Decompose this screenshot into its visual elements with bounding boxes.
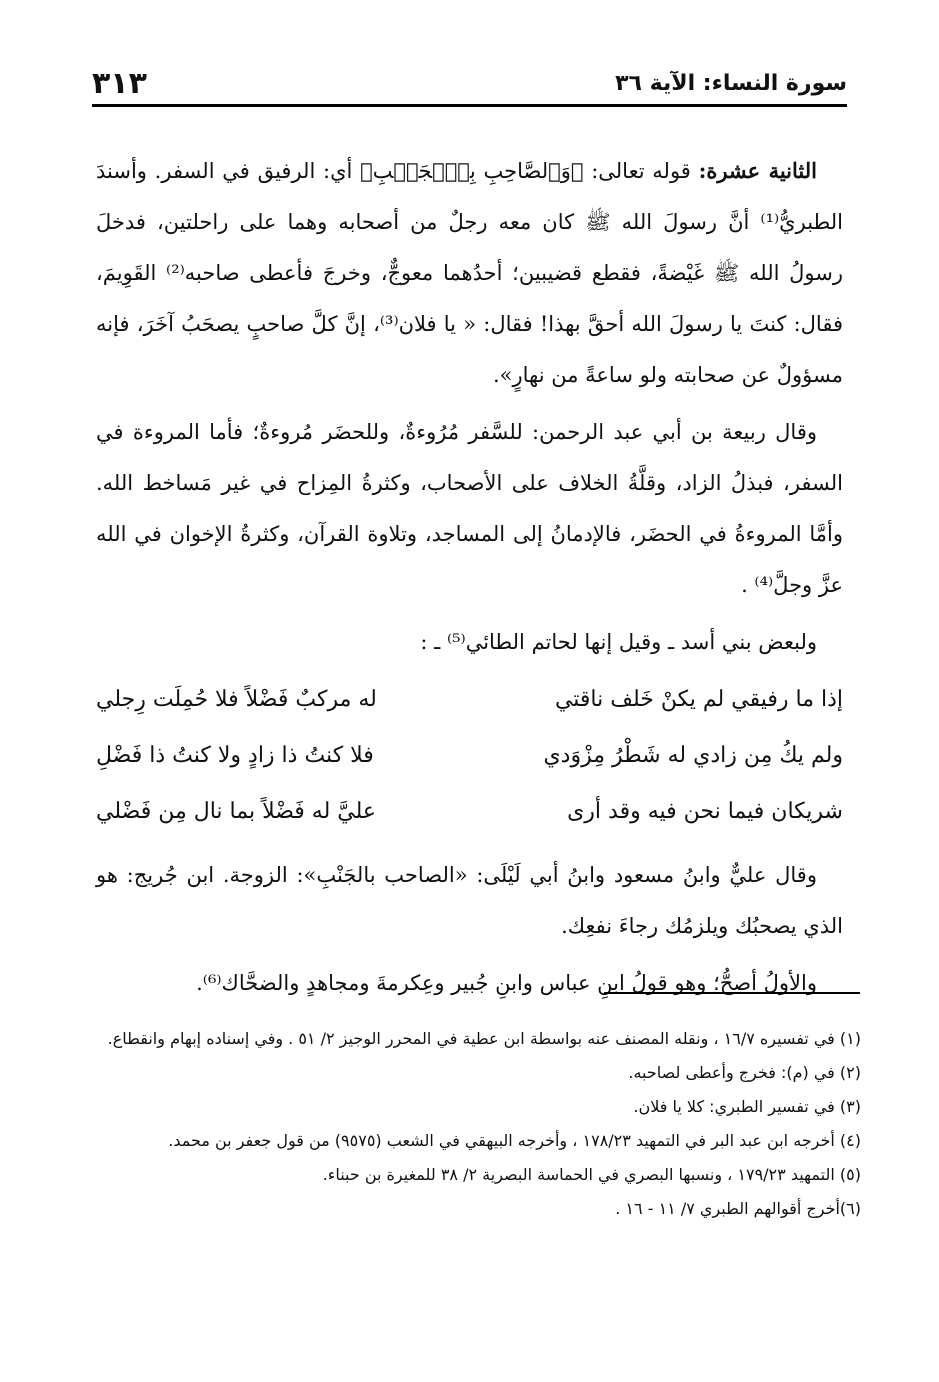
verse-line: [96, 728, 843, 784]
verse-hemistich-2: له مركبٌ فَضْلاً فلا حُمِلَت رِجلي: [96, 687, 377, 712]
main-text: [96, 145, 843, 1009]
verse-hemistich-2: عليَّ له فَضْلاً بما نال مِن فَضْلي: [96, 799, 377, 824]
footnote: (٢) في (م): فخرج وأعطى لصاحبه.: [628, 1063, 861, 1082]
paragraph-2: وقال ربيعة بن أبي عبد الرحمن: للسَّفر مُرُوءةٌ، وللحضَر مُروءةٌ؛ فأما المروءة في السفر، فبذلُ الزاد، وقلَّةُ الخلاف على الأصحاب، وكثرةُ المِزاح في غير مَساخط الله. وأمَّا المروءةُ في الحضَر، فالإدمانُ إلى المساجد، وتلاوة القرآن، وكثرةُ الإخوان في الله عزَّ وجلَّ⁽⁴⁾ .: [96, 420, 843, 597]
verse-line: [96, 784, 843, 840]
footnote: (٦)أخرج أقوالهم الطبري ٧/ ١١ - ١٦ .: [615, 1199, 861, 1218]
paragraph-1-text: قوله تعالى: ﴿وَٱلصَّاحِبِ بِٱلۡجَنۢبِ﴾ أي: الرفيق في السفر. وأسندَ الطبريُّ⁽¹⁾ أنَّ رسولَ الله ﷺ كان معه رجلٌ من أصحابه وهما على راحلتين، فدخلَ رسولُ الله ﷺ غَيْضةً، فقطع قضيبين؛ أحدُهما معوجٌّ، وخرجَ فأعطى صاحبه⁽²⁾ القَوِيمَ، فقال: كنتَ يا رسولَ الله أحقَّ بهذا! فقال: « يا فلان⁽³⁾، إنَّ كلَّ صاحبٍ يصحَبُ آخَرَ، فإنه مسؤولٌ عن صحابته ولو ساعةً من نهارٍ».: [96, 159, 843, 387]
footnote: (١) في تفسيره ١٦/٧ ، ونقله المصنف عنه بواسطة ابن عطية في المحرر الوجيز ٢/ ٥١ . وفي إسناده إبهام وانقطاع.: [107, 1029, 861, 1048]
paragraph-5: والأولُ أصحُّ؛ وهو قولُ ابنِ عباس وابنِ جُبير وعِكرمةَ ومجاهدٍ والضحَّاك⁽⁶⁾.: [196, 971, 817, 995]
verse-hemistich-2: فلا كنتُ ذا زادٍ ولا كنتُ ذا فَضْلِ: [96, 743, 374, 768]
page-header: [92, 62, 847, 104]
footnotes: [96, 1024, 861, 1228]
verse-line: [96, 672, 843, 728]
header-rule: [92, 104, 847, 107]
footnote: (٤) أخرجه ابن عبد البر في التمهيد ١٧٨/٢٣ ، وأخرجه البيهقي في الشعب (٩٥٧٥) من قول جعفر بن محمد.: [168, 1131, 861, 1150]
paragraph-3: ولبعض بني أسد ـ وقيل إنها لحاتم الطائي⁽⁵⁾ ـ :: [420, 630, 817, 654]
poem: [96, 672, 843, 840]
footnote: (٥) التمهيد ١٧٩/٢٣ ، ونسبها البصري في الحماسة البصرية ٢/ ٣٨ للمغيرة بن حبناء.: [322, 1165, 861, 1184]
footnote: (٣) في تفسير الطبري: كلا يا فلان.: [633, 1097, 861, 1116]
page-number: ٣١٣: [92, 65, 147, 101]
footnote-rule: [604, 992, 860, 994]
paragraph-4: وقال عليٌّ وابنُ مسعود وابنُ أبي لَيْلَى: «الصاحب بالجَنْبِ»: الزوجة. ابن جُريج: هو الذي يصحبُك ويلزمُك رجاءَ نفعِك.: [96, 863, 843, 938]
running-title: سورة النساء: الآية ٣٦: [615, 70, 847, 96]
verse-hemistich-1: إذا ما رفيقي لم يكنْ خَلف ناقتي: [554, 687, 843, 712]
section-lead: الثانية عشرة:: [698, 158, 817, 183]
paragraph-1: [96, 145, 843, 401]
verse-hemistich-1: ولم يكُ مِن زادي له شَطْرُ مِزْوَدي: [543, 743, 843, 768]
verse-hemistich-1: شريكان فيما نحن فيه وقد أرى: [567, 799, 843, 824]
